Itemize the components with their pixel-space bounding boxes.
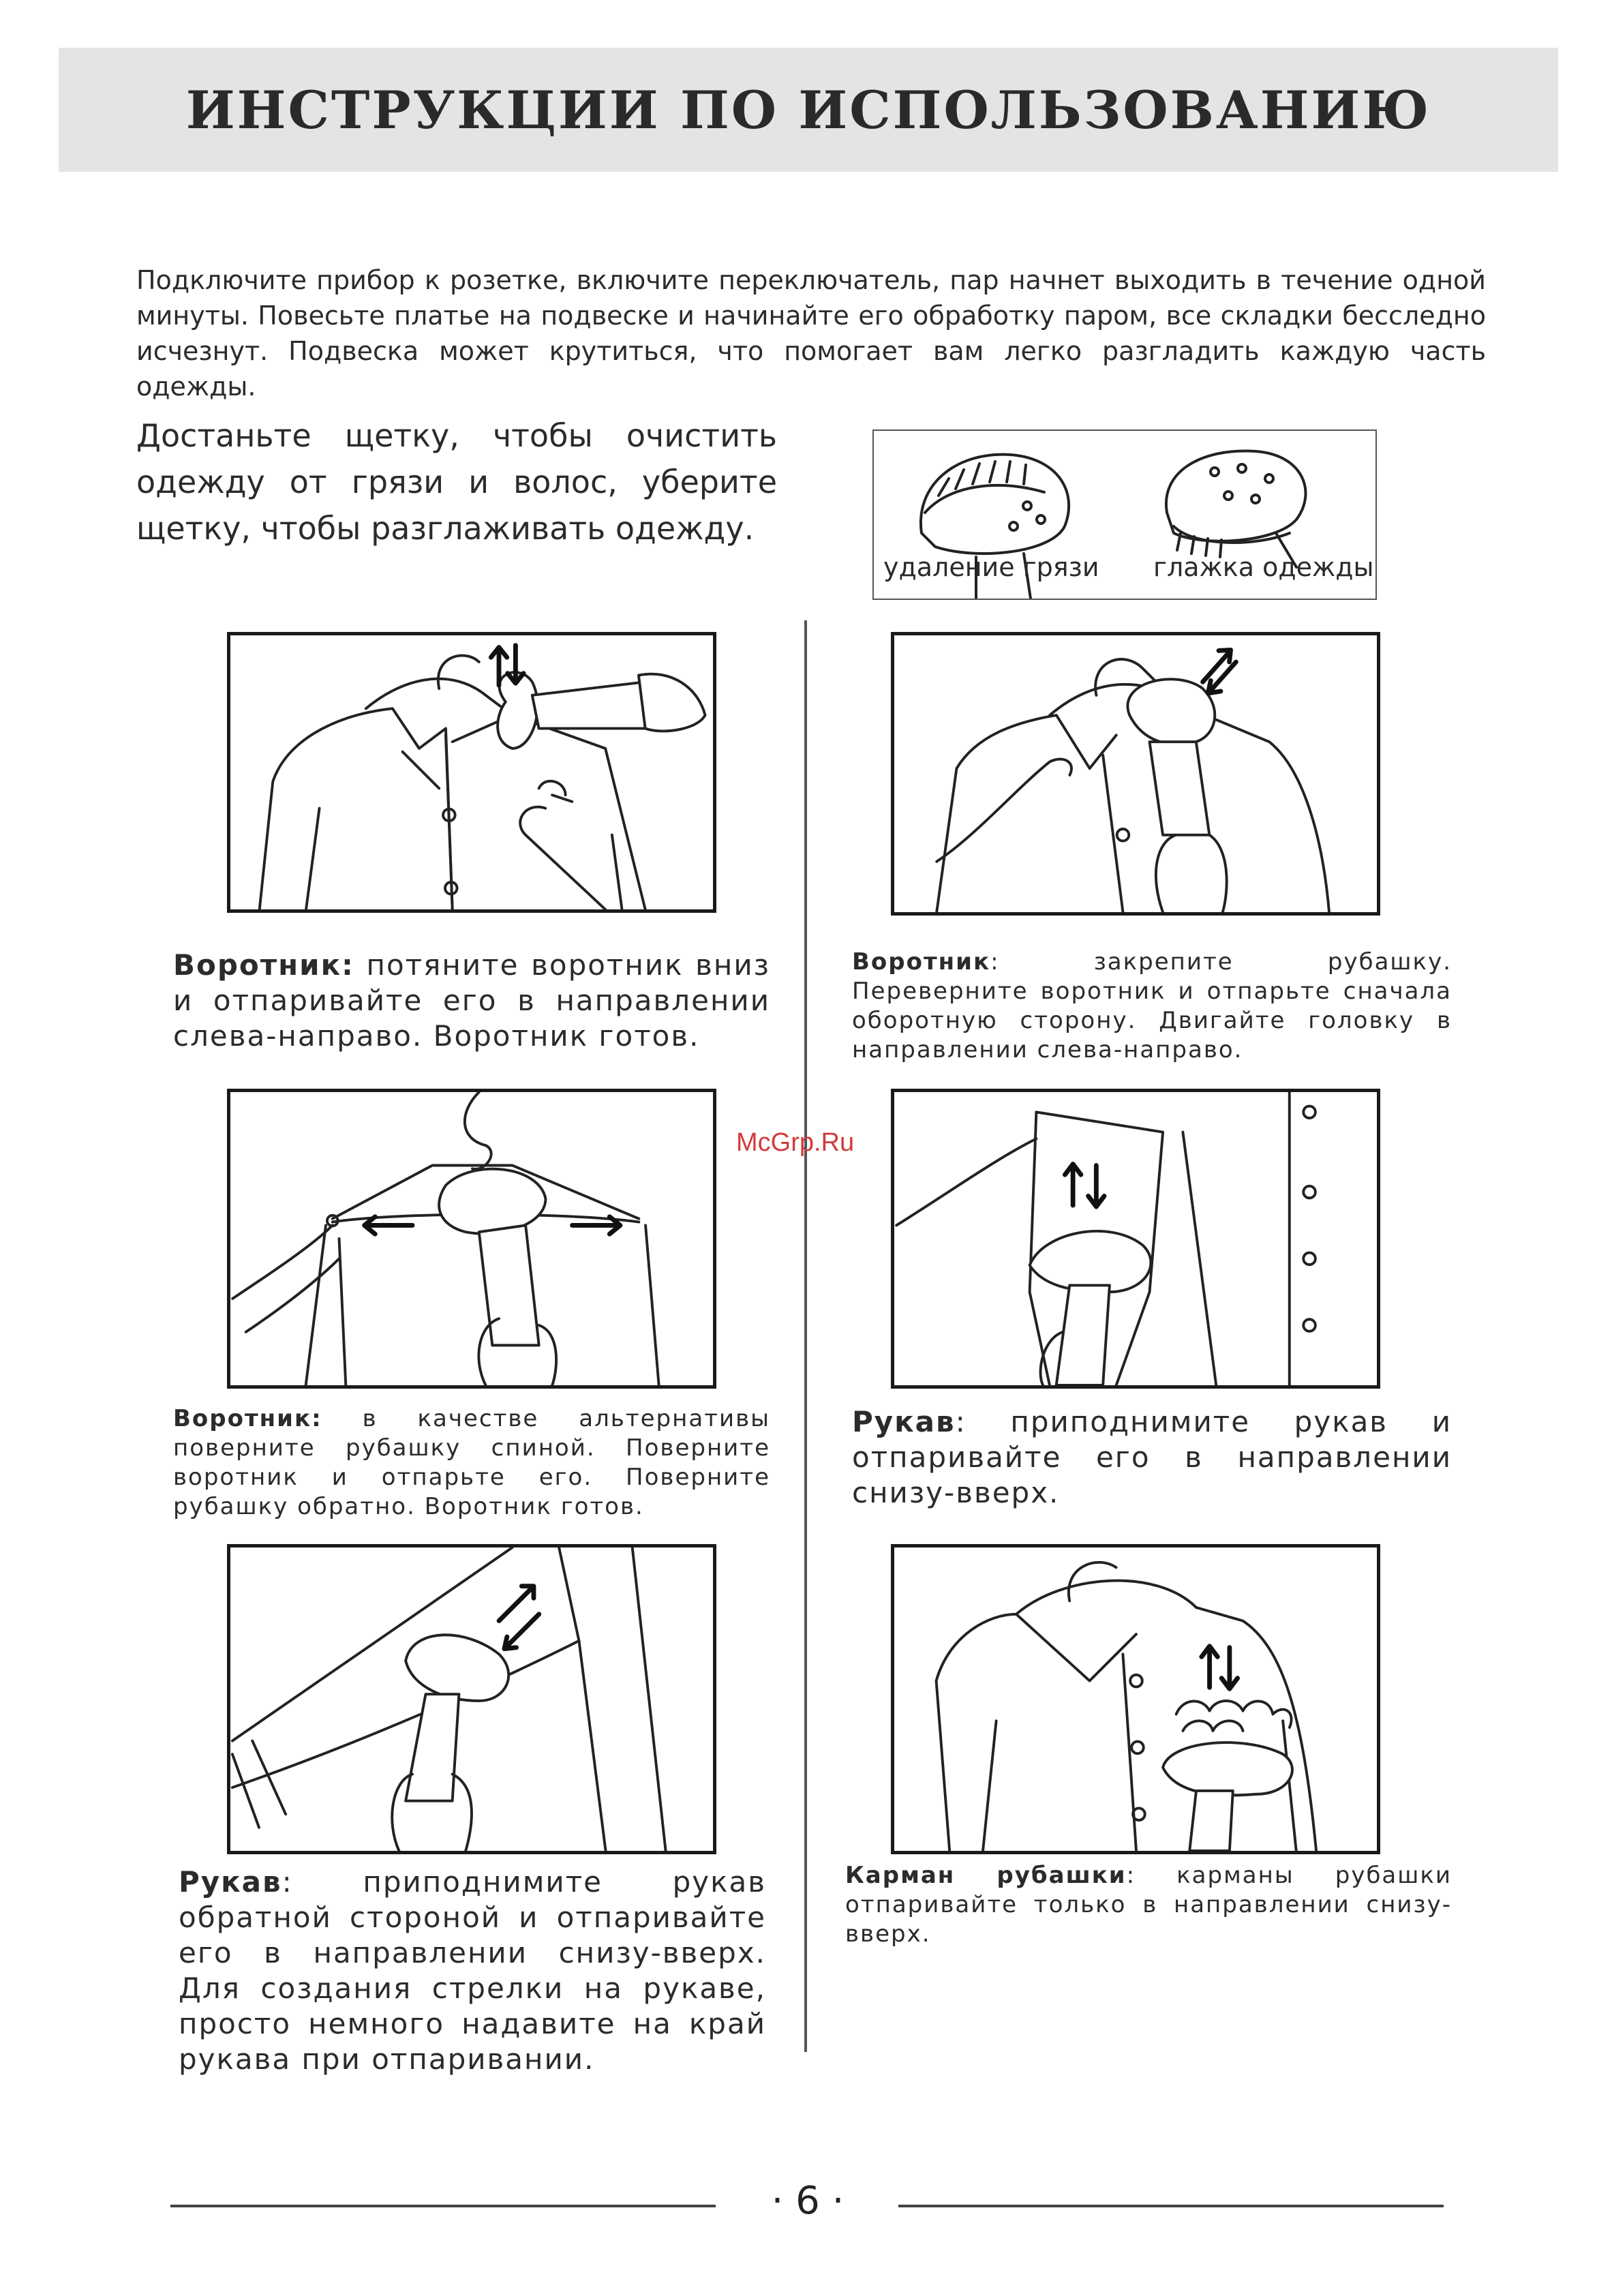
caption-step-4-title: Рукав	[852, 1405, 956, 1438]
brush-illustration	[872, 429, 1377, 600]
caption-step-3-text: в качестве альтернативы поверните рубашку спиной. Поверните воротник и отпарьте его. Поверните рубашку обратно. Воротник готов.	[173, 1405, 770, 1520]
caption-step-6-title: Карман рубашки	[845, 1862, 1127, 1889]
caption-step-5-title: Рукав	[179, 1865, 282, 1899]
intro-paragraph: Подключите прибор к розетке, включите переключатель, пар начнет выходить в течение одной минуты. Повесьте платье на подвеске и начинайте его обработку паром, все складки бесследно исчезнут. Подвеска может крутиться, что помогает вам легко разгладить каждую часть одежды.	[136, 265, 1486, 402]
footer-line-right	[898, 2205, 1444, 2207]
sleeve-up-drawing	[894, 1092, 1377, 1385]
caption-step-1-text: потяните воротник вниз и отпаривайте его в направлении слева-направо. Воротник готов.	[173, 948, 770, 1053]
caption-step-2	[852, 948, 1452, 1065]
caption-step-4-text: : приподнимите рукав и отпаривайте его в направлении снизу-вверх.	[852, 1405, 1452, 1509]
figure-shirt-pocket	[891, 1544, 1380, 1854]
page-number: · 6 ·	[771, 2179, 845, 2223]
figure-collar-flip	[891, 632, 1380, 916]
figure-collar-pull	[227, 632, 716, 913]
column-divider	[804, 620, 807, 2052]
figure-collar-back	[227, 1089, 716, 1389]
brush-label-iron: глажка одежды	[1153, 552, 1374, 582]
caption-step-1-title: Воротник:	[173, 948, 354, 982]
brush-paragraph: Достаньте щетку, чтобы очистить одежду от грязи и волос, уберите щетку, чтобы разглаживать одежду.	[136, 417, 777, 547]
sleeve-inside-drawing	[230, 1547, 713, 1851]
figure-sleeve-up	[891, 1089, 1380, 1389]
caption-step-5	[179, 1864, 766, 2077]
collar-flip-drawing	[894, 635, 1377, 912]
footer-line-left	[170, 2205, 716, 2207]
caption-step-1	[173, 948, 770, 1054]
collar-pull-drawing	[230, 635, 713, 909]
brush-label-dirt: удаление грязи	[883, 552, 1099, 582]
page-title: ИНСТРУКЦИИ ПО ИСПОЛЬЗОВАНИЮ	[185, 79, 1431, 140]
caption-step-6-text: : карманы рубашки отпаривайте только в направлении снизу-вверх.	[845, 1862, 1452, 1948]
caption-step-4	[852, 1404, 1452, 1511]
caption-step-3-title: Воротник:	[173, 1405, 322, 1432]
caption-step-5-text: : приподнимите рукав обратной стороной и отпаривайте его в направлении снизу-вверх. Для создания стрелки на рукаве, просто немного надавите на край рукава при отпаривании.	[179, 1865, 766, 2076]
caption-step-2-title: Воротник	[852, 948, 991, 976]
shirt-pocket-drawing	[894, 1547, 1377, 1851]
figure-sleeve-inside	[227, 1544, 716, 1854]
caption-step-6	[845, 1861, 1452, 1949]
caption-step-3	[173, 1404, 770, 1522]
watermark-text: McGrp.Ru	[736, 1128, 855, 1157]
caption-step-2-text: : закрепите рубашку. Переверните воротник и отпарьте сначала оборотную сторону. Двигайте головку в направлении слева-направо.	[852, 948, 1452, 1063]
collar-back-drawing	[230, 1092, 713, 1385]
